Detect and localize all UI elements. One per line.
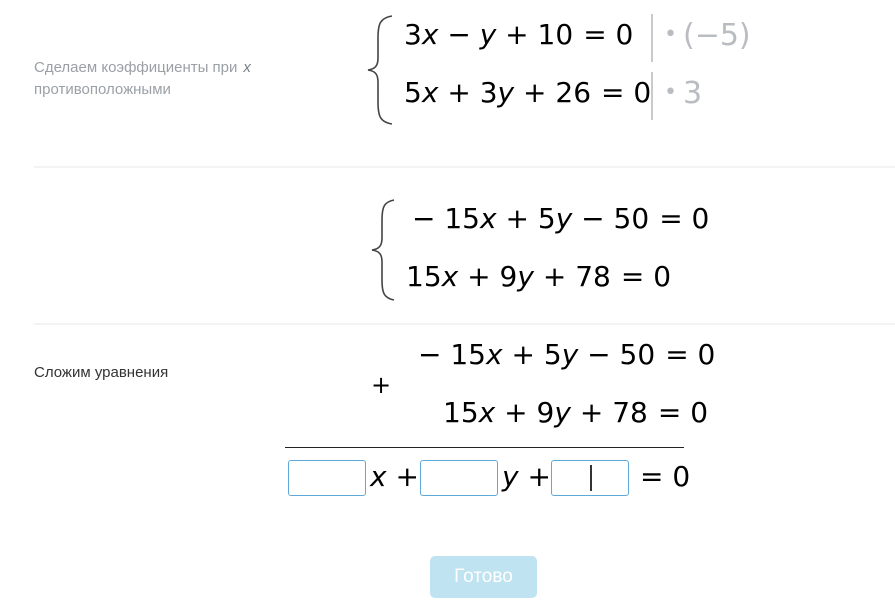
addition-equation-2: 15x + 9y + 78 = 0 <box>443 396 709 429</box>
step2-equation-1: − 15x + 5y − 50 = 0 <box>412 202 710 235</box>
y-coefficient-input[interactable] <box>420 460 498 496</box>
result-x-variable: x + <box>370 460 419 493</box>
hint-text-continued: противоположными <box>34 81 171 98</box>
section-divider-1 <box>34 166 895 168</box>
section-divider-2 <box>34 323 895 325</box>
addition-sum-line <box>285 447 684 448</box>
result-equals-zero: = 0 <box>640 460 691 493</box>
hint-variable: x <box>243 59 251 76</box>
hint-text: Сделаем коэффициенты при <box>34 59 238 76</box>
x-coefficient-input[interactable] <box>288 460 366 496</box>
addition-plus-sign: + <box>371 371 392 399</box>
multiplier-1: • (−5) <box>664 18 751 53</box>
step2-equation-2: 15x + 9y + 78 = 0 <box>406 260 672 293</box>
step1-equation-2: 5x + 3y + 26 = 0 <box>404 76 652 109</box>
result-y-variable: y + <box>502 460 551 493</box>
submit-button[interactable]: Готово <box>430 556 537 598</box>
text-cursor <box>590 465 592 491</box>
multiplier-2: • 3 <box>664 76 703 111</box>
step1-hint <box>34 57 294 101</box>
multiplier-divider-1 <box>651 14 653 62</box>
step1-equation-1: 3x − y + 10 = 0 <box>404 18 634 51</box>
multiplier-divider-2 <box>651 72 653 120</box>
system-brace-2 <box>370 198 400 302</box>
step3-label: Сложим уравнения <box>34 364 169 381</box>
system-brace-1 <box>366 14 396 126</box>
addition-equation-1: − 15x + 5y − 50 = 0 <box>418 338 716 371</box>
